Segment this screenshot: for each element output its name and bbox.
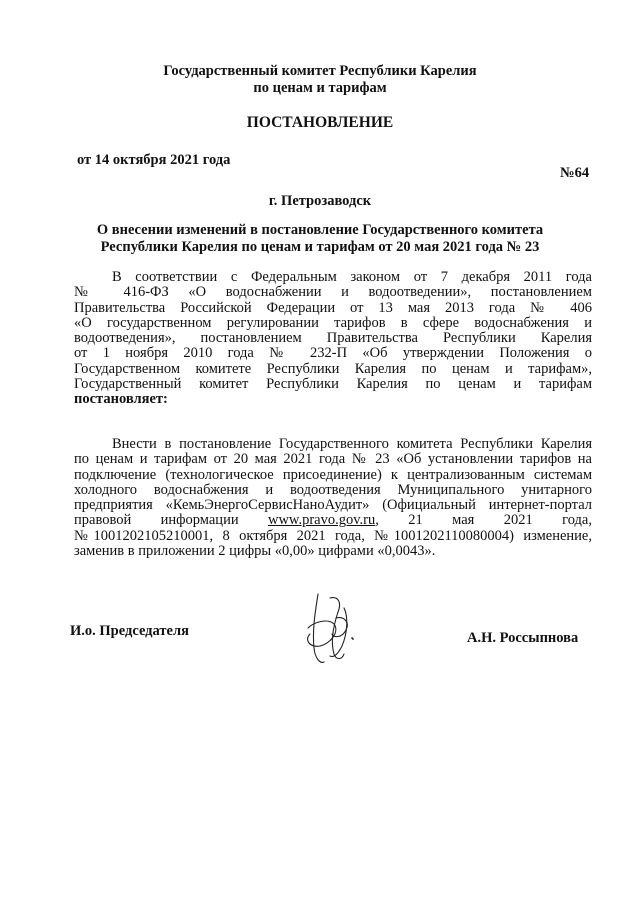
- document-city: г. Петрозаводск: [268, 193, 372, 209]
- preamble-line: Государственном комитете Республики Карелия по ценам и тарифам»,: [74, 360, 592, 377]
- preamble-line: Государственный комитет Республики Карелия по ценам и тарифам: [74, 376, 592, 393]
- signatory-name: А.Н. Россыпнова: [467, 630, 579, 646]
- paragraph-resolution: [74, 437, 592, 559]
- url-prefix: правовой информации: [74, 512, 268, 529]
- signatory-position: И.о. Председателя: [70, 623, 189, 639]
- document-title-line1: О внесении изменений в постановление Государственного комитета: [96, 222, 544, 238]
- preamble-line: № 416-ФЗ «О водоснабжении и водоотведении», постановлением: [74, 284, 592, 301]
- document-title-line2: Республики Карелия по ценам и тарифам от 20 мая 2021 года № 23: [100, 239, 540, 255]
- document-type: ПОСТАНОВЛЕНИЕ: [246, 114, 394, 131]
- url-suffix: , 21 мая 2021 года,: [375, 512, 592, 529]
- preamble-line: В соответствии с Федеральным законом от 7 декабря 2011 года: [112, 269, 592, 285]
- resolution-line: заменив в приложении 2 цифры «0,00» цифрами «0,0043».: [74, 543, 436, 560]
- resolution-line: подключение (технологическое присоединение) к централизованным системам: [74, 466, 592, 483]
- resolution-word: постановляет:: [74, 391, 168, 408]
- resolution-line-with-url: [74, 513, 592, 528]
- preamble-line: Правительства Российской Федерации от 13 мая 2013 года № 406: [74, 299, 592, 316]
- resolution-line: по ценам и тарифам от 20 мая 2021 года № 23 «Об установлении тарифов на: [74, 451, 592, 468]
- preamble-line: от 1 ноября 2010 года № 232-П «Об утверждении Положения о: [74, 345, 592, 362]
- handwritten-signature: [290, 588, 370, 668]
- resolution-line: холодного водоснабжения и водоотведения Муниципального унитарного: [74, 481, 592, 498]
- pravo-url-link[interactable]: www.pravo.gov.ru: [267, 512, 376, 529]
- resolution-line: №1001202105210001, 8 октября 2021 года, №1001202110080004) изменение,: [74, 527, 592, 544]
- paragraph-preamble: [74, 270, 592, 408]
- resolution-line: Внести в постановление Государственного комитета Республики Карелия: [112, 436, 592, 452]
- org-name-line1: Государственный комитет Республики Карелия: [163, 63, 477, 79]
- preamble-line: «О государственном регулировании тарифов в сфере водоснабжения и: [74, 314, 592, 331]
- document-date: от 14 октября 2021 года: [77, 152, 231, 168]
- resolution-line: предприятия «КемьЭнергоСервисНаноАудит» (Официальный интернет-портал: [74, 497, 592, 514]
- document-number: №64: [560, 165, 590, 181]
- org-name-line2: по ценам и тарифам: [253, 80, 387, 96]
- preamble-line: водоотведения», постановлением Правительства Республики Карелия: [74, 330, 592, 347]
